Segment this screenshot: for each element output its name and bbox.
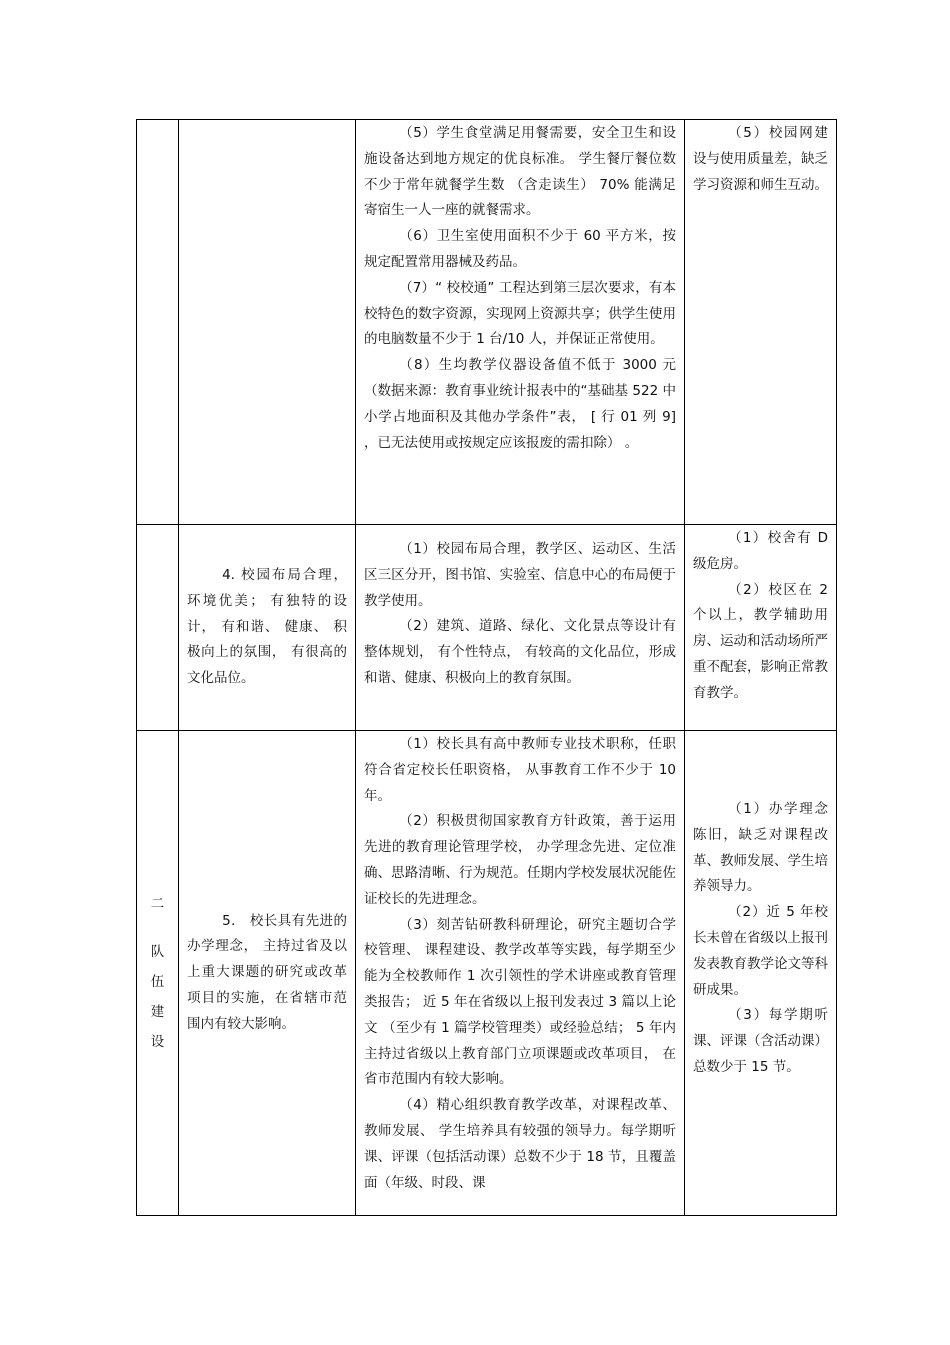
category-cell bbox=[137, 525, 179, 731]
veto-cell bbox=[685, 525, 837, 731]
veto-text: （3）每学期听课、评课（含活动课）总数少于 15 节。 bbox=[693, 1007, 828, 1075]
item-cell bbox=[179, 731, 356, 1216]
criteria-text: （2）积极贯彻国家教育方针政策，善于运用先进的教育理论管理学校， 办学理念先进、定位准确、思路清晰、行为规范。任期内学校发展状况能佐证校长的先进理念。 bbox=[364, 813, 676, 907]
item-cell bbox=[179, 120, 356, 525]
veto-text: （5）校园网建设与使用质量差，缺乏学习资源和师生互动。 bbox=[693, 125, 828, 193]
category-label: 二 队 伍 建 设 bbox=[150, 896, 165, 1050]
criteria-text: （5）学生食堂满足用餐需要，安全卫生和设施设备达到地方规定的优良标准。 学生餐厅餐位数不少于常年就餐学生数 （含走读生） 70% 能满足寄宿生一人一座的就餐需求。 bbox=[364, 125, 676, 219]
table-row bbox=[137, 120, 837, 525]
criteria-text: （6）卫生室使用面积不少于 60 平方米，按规定配置常用器械及药品。 bbox=[364, 228, 676, 270]
table-row bbox=[137, 731, 837, 1216]
criteria-text: （4）精心组织教育教学改革，对课程改革、 教师发展、 学生培养具有较强的领导力。每学期听课、评课（包括活动课）总数不少于 18 节，且覆盖面（年级、时段、课 bbox=[364, 1097, 676, 1191]
item-text: 4. 校园布局合理，环境优美； 有独特的设计， 有和谐、 健康、 积极向上的氛围， 有很高的文化品位。 bbox=[187, 567, 347, 687]
criteria-text: （3）刻苦钻研教科研理论，研究主题切合学校管理、 课程建设、教学改革等实践，每学期至少能为全校教师作 1 次引领性的学术讲座或教育管理类报告； 近 5 年在省级以上报刊发表过 3 篇以上论文 （至少有 1 篇学校管理类）或经验总结； 5 年内主持过省级以上教育部门立项课题或改革项目， 在省市范围内有较大影响。 bbox=[364, 916, 676, 1088]
veto-text: （2）近 5 年校长未曾在省级以上报刊发表教育教学论文等科研成果。 bbox=[693, 904, 828, 998]
veto-cell bbox=[685, 731, 837, 1216]
veto-text: （1）办学理念陈旧，缺乏对课程改革、教师发展、学生培养领导力。 bbox=[693, 801, 828, 895]
veto-text: （1）校舍有 D 级危房。 bbox=[693, 530, 828, 572]
criteria-text: （1）校园布局合理，教学区、运动区、生活区三区分开，图书馆、实验室、信息中心的布局便于教学使用。 bbox=[364, 541, 676, 609]
criteria-text: （7）“ 校校通” 工程达到第三层次要求，有本校特色的数字资源，实现网上资源共享；供学生使用的电脑数量不少于 1 台/10 人，并保证正常使用。 bbox=[364, 279, 676, 348]
criteria-text: （8）生均教学仪器设备值不低于 3000 元（数据来源：教育事业统计报表中的“基础基 522 中小学占地面积及其他办学条件”表， [ 行 01 列 9] ，已无法使用或按规定应该报废的需扣除） 。 bbox=[364, 357, 676, 451]
item-text: 5． 校长具有先进的办学理念， 主持过省及以上重大课题的研究或改革项目的实施，在省辖市范围内有较大影响。 bbox=[187, 912, 347, 1032]
category-cell bbox=[137, 120, 179, 525]
item-cell bbox=[179, 525, 356, 731]
veto-cell bbox=[685, 120, 837, 525]
evaluation-table bbox=[136, 119, 837, 1216]
criteria-text: （2）建筑、道路、绿化、文化景点等设计有整体规划， 有个性特点， 有较高的文化品位，形成和谐、健康、积极向上的教育氛围。 bbox=[364, 618, 676, 686]
veto-text: （2）校区在 2 个以上，教学辅助用房、运动和活动场所严重不配套，影响正常教育教学。 bbox=[693, 581, 828, 701]
criteria-cell bbox=[356, 120, 685, 525]
category-cell bbox=[137, 731, 179, 1216]
criteria-text: （1）校长具有高中教师专业技术职称，任职符合省定校长任职资格， 从事教育工作不少于 10 年。 bbox=[364, 736, 676, 804]
criteria-cell bbox=[356, 525, 685, 731]
criteria-cell bbox=[356, 731, 685, 1216]
table-row bbox=[137, 525, 837, 731]
